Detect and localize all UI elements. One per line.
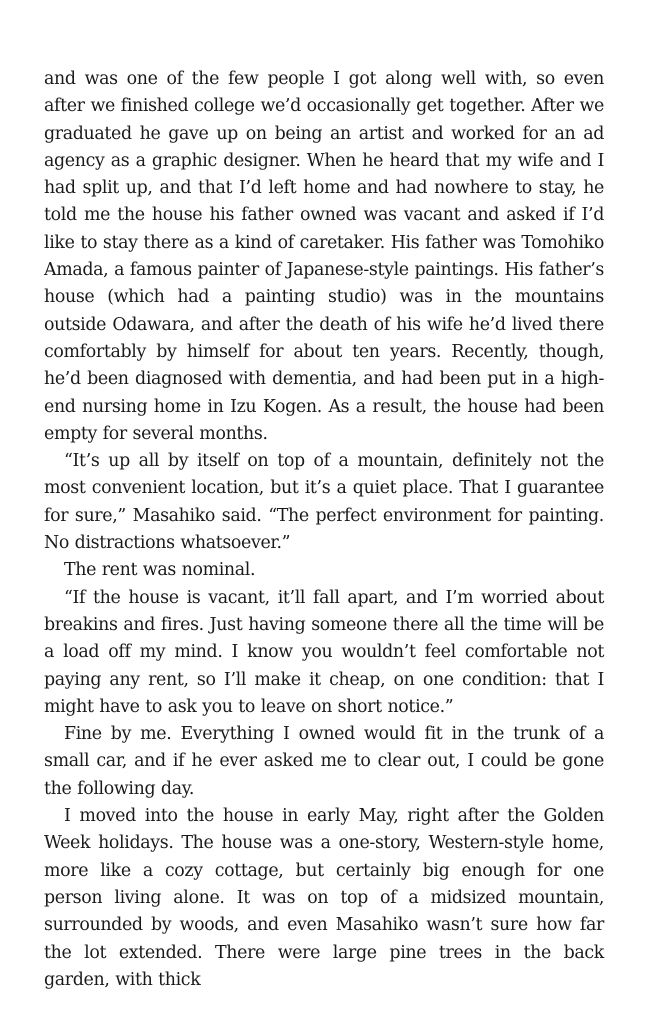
paragraph-6: I moved into the house in early May, right after the Golden Week holidays. The house was a one-story, Western-style home, more like a cozy cottage, but certainly big enough for one person living alone. It was on top of a midsized mountain, surrounded by woods, and even Masahiko wasn’t sure how far the lot extended. There were large pine trees in the back garden, with thick [44,806,604,990]
book-page [44,66,604,994]
paragraph-2: “It’s up all by itself on top of a mountain, definitely not the most convenient location, but it’s a quiet place. That I guarantee for sure,” Masahiko said. “The perfect environment for painting. No distractions whatsoever.” [44,451,604,554]
paragraph-5: Fine by me. Everything I owned would fit in the trunk of a small car, and if he ever asked me to clear out, I could be gone the following day. [44,724,604,799]
paragraph-4: “If the house is vacant, it’ll fall apart, and I’m worried about breakins and fires. Just having someone there all the time will be a load off my mind. I know you wouldn’t feel comfortable not paying any rent, so I’ll make it cheap, on one condition: that I might have to ask you to leave on short notice.” [44,587,604,717]
paragraph-3: The rent was nominal. [64,560,256,581]
paragraph-1: and was one of the few people I got along well with, so even after we finished college we’d occasionally get together. After we graduated he gave up on being an artist and worked for an ad agency as a graphic designer. When he heard that my wife and I had split up, and that I’d left home and had nowhere to stay, he told me the house his father owned was vacant and asked if I’d like to stay there as a kind of caretaker. His father was Tomohiko Amada, a famous painter of Japanese-style paintings. His father’s house (which had a painting studio) was in the mountains outside Odawara, and after the death of his wife he’d lived there comfortably by himself for about ten years. Recently, though, he’d been diagnosed with dementia, and had been put in a high-end nursing home in Izu Kogen. As a result, the house had been empty for several months. [44,69,604,444]
